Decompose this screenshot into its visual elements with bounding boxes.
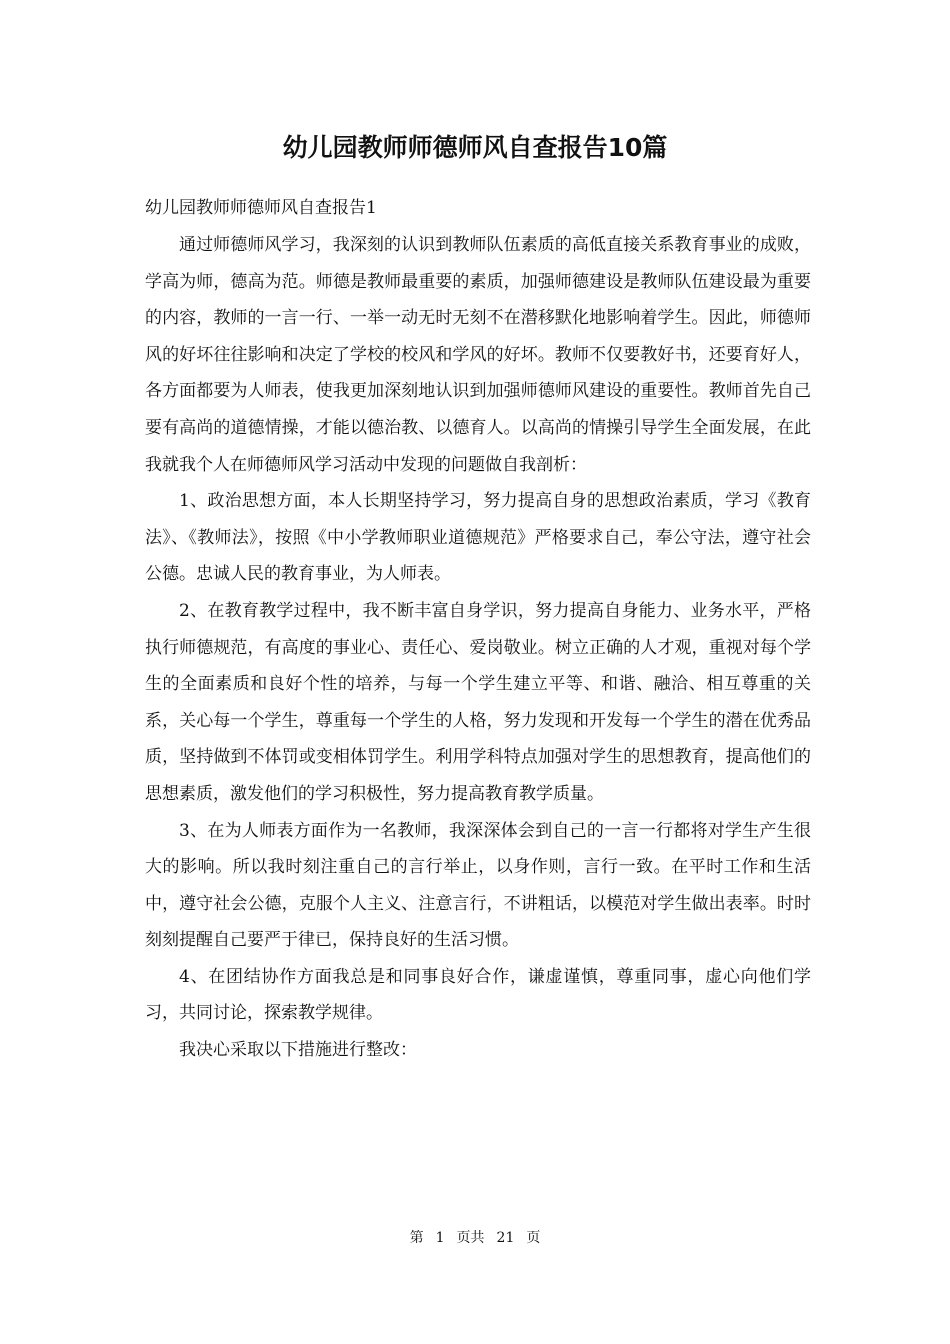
document-body [145, 227, 811, 1069]
paragraph-item-2: 2、在教育教学过程中，我不断丰富自身学识，努力提高自身能力、业务水平，严格执行师德规范，有高度的事业心、责任心、爱岗敬业。树立正确的人才观，重视对每个学生的全面素质和良好个性的培养，与每一个学生建立平等、和谐、融洽、相互尊重的关系，关心每一个学生，尊重每一个学生的人格，努力发现和开发每一个学生的潜在优秀品质，坚持做到不体罚或变相体罚学生。利用学科特点加强对学生的思想教育，提高他们的思想素质，激发他们的学习积极性，努力提高教育教学质量。 [145, 600, 811, 804]
paragraph-item-4: 4、在团结协作方面我总是和同事良好合作，谦虚谨慎，尊重同事，虚心向他们学习，共同讨论，探索教学规律。 [145, 966, 811, 1024]
page-label-pre: 第 [409, 1230, 424, 1246]
document-title: 幼儿园教师师德师风自查报告10篇 [282, 133, 668, 162]
paragraph-intro: 通过师德师风学习，我深刻的认识到教师队伍素质的高低直接关系教育事业的成败，学高为师，德高为范。师德是教师最重要的素质，加强师德建设是教师队伍建设最为重要的内容，教师的一言一行、一举一动无时无刻不在潜移默化地影响着学生。因此，师德师风的好坏往往影响和决定了学校的校风和学风的好坏。教师不仅要教好书，还要育好人，各方面都要为人师表，使我更加深刻地认识到加强师德师风建设的重要性。教师首先自己要有高尚的道德情操，才能以德治教、以德育人。以高尚的情操引导学生全面发展，在此我就我个人在师德师风学习活动中发现的问题做自我剖析： [145, 235, 811, 475]
page-footer [0, 1226, 950, 1250]
paragraph-closing: 我决心采取以下措施进行整改： [179, 1040, 417, 1061]
paragraph-item-3: 3、在为人师表方面作为一名教师，我深深体会到自己的一言一行都将对学生产生很大的影响。所以我时刻注重自己的言行举止，以身作则，言行一致。在平时工作和生活中，遵守社会公德，克服个人主义、注意言行，不讲粗话，以模范对学生做出表率。时时刻刻提醒自己要严于律已，保持良好的生活习惯。 [145, 820, 811, 951]
paragraph-item-1: 1、政治思想方面，本人长期坚持学习，努力提高自身的思想政治素质，学习《教育法》、《教师法》，按照《中小学教师职业道德规范》严格要求自己，奉公守法，遵守社会公德。忠诚人民的教育事业，为人师表。 [145, 491, 811, 585]
section-heading: 幼儿园教师师德师风自查报告1 [145, 198, 377, 218]
current-page-number: 1 [435, 1230, 445, 1246]
page-label-mid: 页共 [456, 1230, 485, 1246]
total-pages-number: 21 [496, 1230, 515, 1246]
page-label-post: 页 [526, 1230, 541, 1246]
